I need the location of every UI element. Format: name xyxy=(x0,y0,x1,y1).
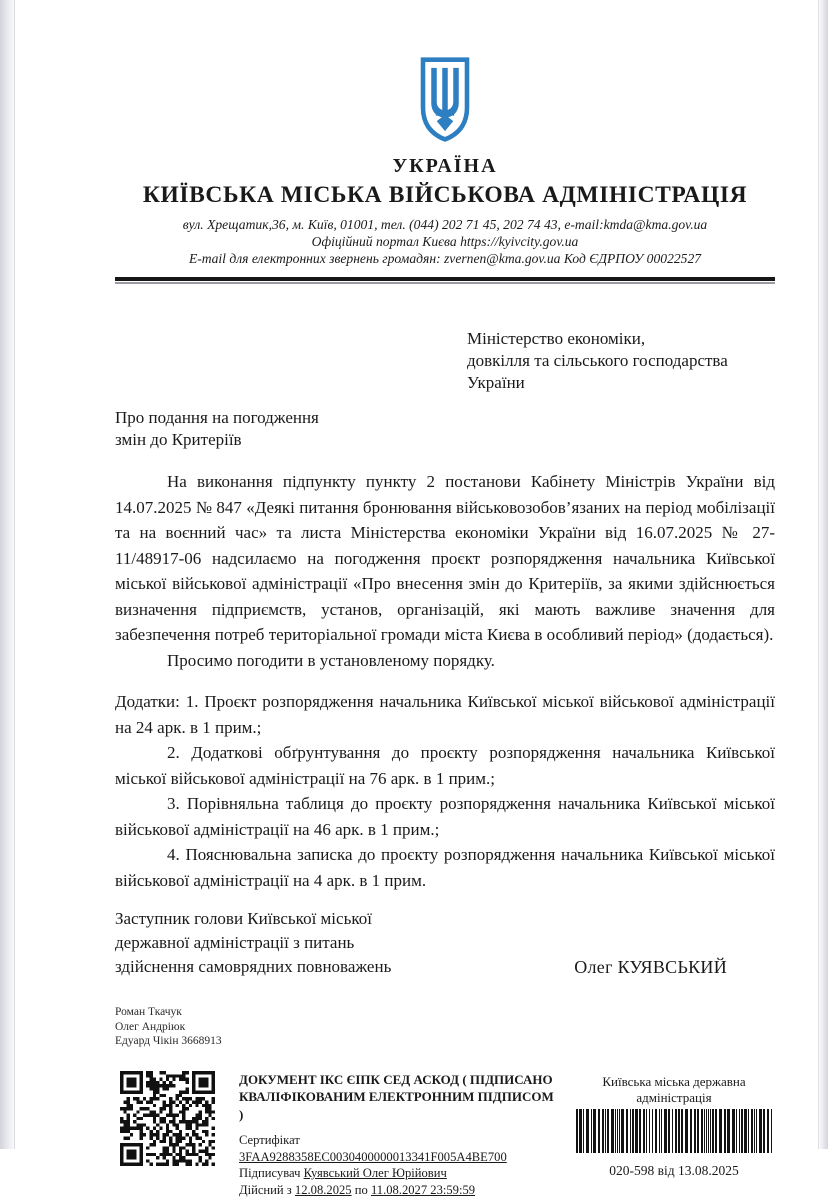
attachment-item-4: 4. Пояснювальна записка до проєкту розпорядження начальника Київської міської військової адміністрації на 4 арк. в 1 прим. xyxy=(115,842,775,893)
attachment-item-2: 2. Додаткові обґрунтування до проєкту розпорядження начальника Київської міської військової адміністрації на 76 арк. в 1 прим.; xyxy=(115,740,775,791)
letterhead-address xyxy=(115,216,775,267)
recipient-line-2: довкілля та сільського господарства xyxy=(467,350,775,372)
certificate-label: Сертифікат xyxy=(239,1132,557,1149)
qr-code xyxy=(120,1071,215,1166)
page-edge-left xyxy=(0,0,15,1149)
registration-number: 020-598 від 13.08.2025 xyxy=(573,1163,775,1179)
attachment-item-3: 3. Порівняльна таблиця до проєкту розпорядження начальника Київської міської військової адміністрації на 46 арк. в 1 прим.; xyxy=(115,791,775,842)
registration-org-line-1: Київська міська державна xyxy=(573,1074,775,1090)
signer-position-line-3: здійснення самоврядних повноважень xyxy=(115,955,545,979)
signer-line xyxy=(239,1165,557,1182)
e-signature-stamp xyxy=(239,1071,557,1198)
stamps-row xyxy=(115,1071,775,1198)
address-line-1: вул. Хрещатик,36, м. Київ, 01001, тел. (044) 202 71 45, 202 74 43, e-mail:kmda@kma.gov.ua xyxy=(115,216,775,233)
stamp-heading xyxy=(239,1071,557,1124)
registration-org-line-2: адміністрація xyxy=(573,1090,775,1106)
validity-line xyxy=(239,1182,557,1198)
stamp-heading-signed: ( ПІДПИСАНО КВАЛІФІКОВАНИМ ЕЛЕКТРОННИМ ПІДПИСОМ ) xyxy=(239,1072,554,1122)
subject-line-1: Про подання на погодження xyxy=(115,407,775,429)
stamp-heading-system: ДОКУМЕНТ ІКС ЄІПК СЕД АСКОД xyxy=(239,1072,462,1087)
subject-block xyxy=(115,407,775,451)
executor-line-2: Олег Андріюк xyxy=(115,1020,775,1035)
validity-to: 11.08.2027 23:59:59 xyxy=(371,1183,475,1197)
recipient-block xyxy=(467,328,775,394)
attachment-item-1: Додатки: 1. Проєкт розпорядження начальника Київської міської військової адміністрації на 24 арк. в 1 прим.; xyxy=(115,689,775,740)
validity-from: 12.08.2025 xyxy=(295,1183,352,1197)
divider-thin-line xyxy=(115,282,775,284)
signer-position xyxy=(115,907,545,979)
signer-name: Олег КУЯВСЬКИЙ xyxy=(574,957,727,979)
barcode xyxy=(576,1109,772,1153)
registration-stamp xyxy=(573,1071,775,1179)
page-edge-right xyxy=(818,0,828,1149)
body-paragraph-1: На виконання підпункту пункту 2 постанови Кабінету Міністрів України від 14.07.2025 № 847 «Деякі питання бронювання військовозобов’язаних на період мобілізації та на воєнний час» та листа Міністерства економіки України від 16.07.2025 № 27-11/48917-06 надсилаємо на погодження проєкт розпорядження начальника Київської міської військової адміністрації «Про внесення змін до Критеріїв, за якими здійснюється визначення підприємств, установ, організацій, які мають важливе значення для забезпечення потреб територіальної громади міста Києва в особливий період» (додається). xyxy=(115,469,775,648)
signer-position-line-1: Заступник голови Київської міської xyxy=(115,907,545,931)
executor-line-3: Едуард Чікін 3668913 xyxy=(115,1034,775,1049)
subject-line-2: змін до Критеріїв xyxy=(115,429,775,451)
letterhead-divider xyxy=(115,277,775,284)
recipient-line-3: України xyxy=(467,372,775,394)
executors-block xyxy=(115,1005,775,1049)
signer-position-line-2: державної адміністрації з питань xyxy=(115,931,545,955)
body-paragraph-2: Просимо погодити в установленому порядку. xyxy=(115,648,775,674)
address-line-3: E-mail для електронних звернень громадян: zvernen@kma.gov.ua Код ЄДРПОУ 00022527 xyxy=(115,250,775,267)
organization-name: КИЇВСЬКА МІСЬКА ВІЙСЬКОВА АДМІНІСТРАЦІЯ xyxy=(115,182,775,209)
registration-org xyxy=(573,1074,775,1106)
trident-emblem-icon xyxy=(414,56,476,149)
country-name: УКРАЇНА xyxy=(115,155,775,178)
letter-content xyxy=(115,0,775,1149)
letterhead xyxy=(115,0,775,284)
stamp-signer-name: Куявський Олег Юрійович xyxy=(304,1166,447,1180)
divider-thick-line xyxy=(115,277,775,281)
recipient-line-1: Міністерство економіки, xyxy=(467,328,775,350)
address-line-2: Офіційний портал Києва https://kyivcity.gov.ua xyxy=(115,233,775,250)
letter-body xyxy=(115,469,775,673)
signer-label: Підписувач xyxy=(239,1166,304,1180)
validity-prefix: Дійсний з xyxy=(239,1183,295,1197)
attachments-list xyxy=(115,689,775,893)
validity-mid: по xyxy=(352,1183,371,1197)
executor-line-1: Роман Ткачук xyxy=(115,1005,775,1020)
certificate-value: 3FAA9288358EC0030400000013341F005A4BE700 xyxy=(239,1149,557,1166)
signature-block xyxy=(115,907,775,979)
stamp-details xyxy=(239,1132,557,1198)
